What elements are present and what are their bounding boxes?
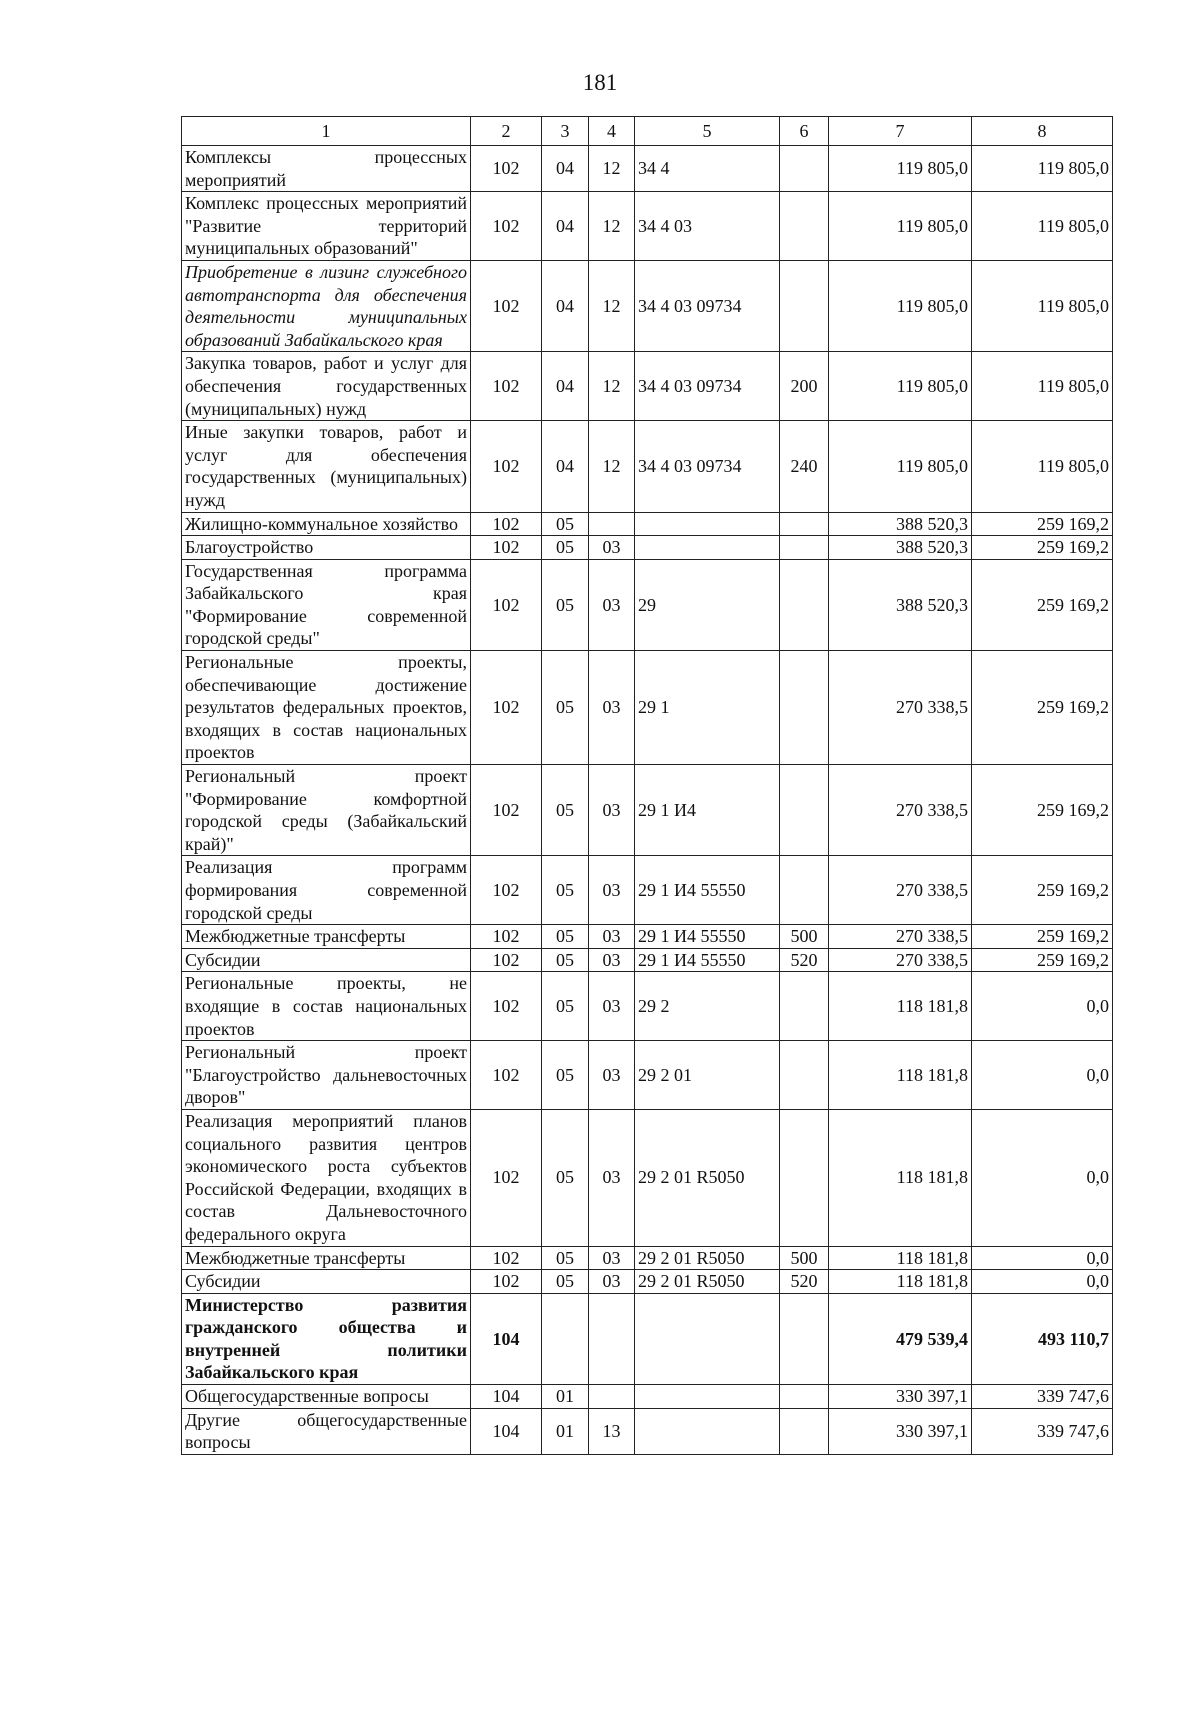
row-amount-col8-cell: 259 169,2 xyxy=(972,559,1113,650)
row-expense-type-cell xyxy=(780,1293,829,1384)
row-subsection-cell: 03 xyxy=(589,1270,635,1294)
row-name-cell: Межбюджетные трансферты xyxy=(182,925,471,949)
row-code-cell: 102 xyxy=(471,1109,542,1246)
row-code-cell: 102 xyxy=(471,260,542,351)
row-section-cell: 04 xyxy=(542,421,589,512)
row-expense-type-cell xyxy=(780,260,829,351)
row-expense-type-cell xyxy=(780,146,829,192)
row-section-cell: 05 xyxy=(542,1041,589,1110)
row-amount-col7-cell: 118 181,8 xyxy=(829,1041,972,1110)
row-section-cell: 05 xyxy=(542,559,589,650)
row-amount-col7-cell: 118 181,8 xyxy=(829,1270,972,1294)
row-amount-col7-cell: 270 338,5 xyxy=(829,856,972,925)
row-expense-type-cell: 240 xyxy=(780,421,829,512)
row-amount-col7-cell: 388 520,3 xyxy=(829,559,972,650)
row-name-cell: Приобретение в лизинг служебного автотранспорта для обеспечения деятельности муниципальных образований Забайкальского края xyxy=(182,260,471,351)
row-code-cell: 102 xyxy=(471,1246,542,1270)
row-amount-col8-cell: 259 169,2 xyxy=(972,948,1113,972)
row-target-article-cell: 29 1 И4 55550 xyxy=(635,856,780,925)
row-section-cell xyxy=(542,1293,589,1384)
table-row xyxy=(182,559,1113,650)
row-name-cell: Закупка товаров, работ и услуг для обеспечения государственных (муниципальных) нужд xyxy=(182,352,471,421)
row-amount-col7-cell: 270 338,5 xyxy=(829,948,972,972)
row-amount-col8-cell: 119 805,0 xyxy=(972,421,1113,512)
row-target-article-cell: 29 2 xyxy=(635,972,780,1041)
row-name-cell: Благоустройство xyxy=(182,536,471,560)
row-name-cell: Субсидии xyxy=(182,948,471,972)
row-expense-type-cell: 520 xyxy=(780,948,829,972)
row-name-cell: Другие общегосударственные вопросы xyxy=(182,1408,471,1454)
row-name-cell: Реализация программ формирования современной городской среды xyxy=(182,856,471,925)
row-amount-col8-cell: 0,0 xyxy=(972,1270,1113,1294)
row-amount-col7-cell: 119 805,0 xyxy=(829,421,972,512)
row-amount-col7-cell: 479 539,4 xyxy=(829,1293,972,1384)
row-section-cell: 01 xyxy=(542,1408,589,1454)
row-target-article-cell xyxy=(635,1408,780,1454)
row-name-cell: Реализация мероприятий планов социального развития центров экономического роста субъектов Российской Федерации, входящих в состав Дальневосточного федерального округа xyxy=(182,1109,471,1246)
row-expense-type-cell xyxy=(780,1109,829,1246)
row-amount-col8-cell: 259 169,2 xyxy=(972,651,1113,765)
row-amount-col7-cell: 119 805,0 xyxy=(829,146,972,192)
row-code-cell: 104 xyxy=(471,1408,542,1454)
row-section-cell: 05 xyxy=(542,1246,589,1270)
header-cell: 1 xyxy=(182,117,471,146)
row-subsection-cell: 03 xyxy=(589,972,635,1041)
row-target-article-cell: 34 4 03 09734 xyxy=(635,260,780,351)
row-target-article-cell: 29 1 xyxy=(635,651,780,765)
row-target-article-cell xyxy=(635,1293,780,1384)
row-code-cell: 102 xyxy=(471,856,542,925)
row-name-cell: Региональный проект "Формирование комфортной городской среды (Забайкальский край)" xyxy=(182,765,471,856)
row-subsection-cell: 12 xyxy=(589,352,635,421)
row-amount-col8-cell: 119 805,0 xyxy=(972,192,1113,261)
row-amount-col8-cell: 0,0 xyxy=(972,1109,1113,1246)
row-name-cell: Общегосударственные вопросы xyxy=(182,1385,471,1409)
row-target-article-cell: 29 2 01 R5050 xyxy=(635,1109,780,1246)
row-subsection-cell: 03 xyxy=(589,1041,635,1110)
row-expense-type-cell: 500 xyxy=(780,1246,829,1270)
row-subsection-cell xyxy=(589,1385,635,1409)
header-cell: 7 xyxy=(829,117,972,146)
row-code-cell: 102 xyxy=(471,352,542,421)
row-code-cell: 102 xyxy=(471,925,542,949)
row-code-cell: 102 xyxy=(471,512,542,536)
row-target-article-cell xyxy=(635,512,780,536)
header-cell: 3 xyxy=(542,117,589,146)
row-target-article-cell: 29 xyxy=(635,559,780,650)
row-amount-col8-cell: 119 805,0 xyxy=(972,146,1113,192)
row-section-cell: 05 xyxy=(542,536,589,560)
row-section-cell: 04 xyxy=(542,352,589,421)
row-amount-col8-cell: 339 747,6 xyxy=(972,1385,1113,1409)
row-code-cell: 102 xyxy=(471,1041,542,1110)
row-subsection-cell xyxy=(589,1293,635,1384)
table-header-row xyxy=(182,117,1113,146)
table-row xyxy=(182,421,1113,512)
row-amount-col8-cell: 259 169,2 xyxy=(972,765,1113,856)
row-expense-type-cell xyxy=(780,1385,829,1409)
row-amount-col7-cell: 270 338,5 xyxy=(829,765,972,856)
row-amount-col7-cell: 119 805,0 xyxy=(829,192,972,261)
row-expense-type-cell: 520 xyxy=(780,1270,829,1294)
row-target-article-cell: 34 4 03 09734 xyxy=(635,352,780,421)
row-subsection-cell: 12 xyxy=(589,146,635,192)
row-subsection-cell: 12 xyxy=(589,260,635,351)
row-subsection-cell: 03 xyxy=(589,651,635,765)
row-amount-col8-cell: 0,0 xyxy=(972,1246,1113,1270)
table-row xyxy=(182,352,1113,421)
table-row xyxy=(182,536,1113,560)
row-section-cell: 05 xyxy=(542,972,589,1041)
row-section-cell: 05 xyxy=(542,765,589,856)
row-section-cell: 05 xyxy=(542,1109,589,1246)
row-expense-type-cell xyxy=(780,559,829,650)
row-amount-col7-cell: 118 181,8 xyxy=(829,1109,972,1246)
row-code-cell: 104 xyxy=(471,1293,542,1384)
row-subsection-cell: 03 xyxy=(589,559,635,650)
row-name-cell: Региональный проект "Благоустройство дальневосточных дворов" xyxy=(182,1041,471,1110)
row-target-article-cell xyxy=(635,1385,780,1409)
row-subsection-cell: 03 xyxy=(589,1246,635,1270)
row-expense-type-cell xyxy=(780,972,829,1041)
table-row xyxy=(182,260,1113,351)
row-expense-type-cell xyxy=(780,765,829,856)
row-section-cell: 05 xyxy=(542,856,589,925)
row-expense-type-cell xyxy=(780,192,829,261)
row-name-cell: Региональные проекты, не входящие в состав национальных проектов xyxy=(182,972,471,1041)
table-row xyxy=(182,765,1113,856)
row-code-cell: 102 xyxy=(471,146,542,192)
row-amount-col7-cell: 270 338,5 xyxy=(829,925,972,949)
row-amount-col8-cell: 119 805,0 xyxy=(972,352,1113,421)
row-subsection-cell: 03 xyxy=(589,1109,635,1246)
table-row xyxy=(182,651,1113,765)
row-code-cell: 102 xyxy=(471,1270,542,1294)
row-code-cell: 102 xyxy=(471,536,542,560)
row-amount-col7-cell: 388 520,3 xyxy=(829,512,972,536)
row-name-cell: Комплекс процессных мероприятий "Развитие территорий муниципальных образований" xyxy=(182,192,471,261)
table-row xyxy=(182,948,1113,972)
row-expense-type-cell xyxy=(780,651,829,765)
row-name-cell: Региональные проекты, обеспечивающие достижение результатов федеральных проектов, входящих в состав национальных проектов xyxy=(182,651,471,765)
row-subsection-cell xyxy=(589,512,635,536)
table-row xyxy=(182,512,1113,536)
row-code-cell: 102 xyxy=(471,948,542,972)
header-cell: 6 xyxy=(780,117,829,146)
row-target-article-cell: 29 2 01 xyxy=(635,1041,780,1110)
row-expense-type-cell xyxy=(780,536,829,560)
row-section-cell: 01 xyxy=(542,1385,589,1409)
row-code-cell: 102 xyxy=(471,972,542,1041)
row-subsection-cell: 03 xyxy=(589,948,635,972)
row-name-cell: Жилищно-коммунальное хозяйство xyxy=(182,512,471,536)
row-amount-col8-cell: 0,0 xyxy=(972,972,1113,1041)
row-name-cell: Субсидии xyxy=(182,1270,471,1294)
row-amount-col7-cell: 119 805,0 xyxy=(829,260,972,351)
row-section-cell: 05 xyxy=(542,512,589,536)
row-section-cell: 05 xyxy=(542,948,589,972)
row-code-cell: 102 xyxy=(471,765,542,856)
row-amount-col8-cell: 259 169,2 xyxy=(972,925,1113,949)
row-section-cell: 05 xyxy=(542,1270,589,1294)
row-amount-col8-cell: 493 110,7 xyxy=(972,1293,1113,1384)
row-amount-col7-cell: 119 805,0 xyxy=(829,352,972,421)
row-expense-type-cell xyxy=(780,1041,829,1110)
table-row xyxy=(182,1109,1113,1246)
table-row xyxy=(182,192,1113,261)
row-subsection-cell: 03 xyxy=(589,925,635,949)
row-name-cell: Межбюджетные трансферты xyxy=(182,1246,471,1270)
header-cell: 4 xyxy=(589,117,635,146)
row-expense-type-cell: 200 xyxy=(780,352,829,421)
header-cell: 8 xyxy=(972,117,1113,146)
header-cell: 5 xyxy=(635,117,780,146)
row-amount-col8-cell: 119 805,0 xyxy=(972,260,1113,351)
row-target-article-cell: 29 1 И4 xyxy=(635,765,780,856)
row-amount-col7-cell: 270 338,5 xyxy=(829,651,972,765)
row-section-cell: 04 xyxy=(542,192,589,261)
row-amount-col7-cell: 330 397,1 xyxy=(829,1408,972,1454)
row-amount-col8-cell: 0,0 xyxy=(972,1041,1113,1110)
row-expense-type-cell: 500 xyxy=(780,925,829,949)
row-expense-type-cell xyxy=(780,512,829,536)
table-row xyxy=(182,1385,1113,1409)
table-row xyxy=(182,925,1113,949)
row-amount-col8-cell: 259 169,2 xyxy=(972,512,1113,536)
row-subsection-cell: 03 xyxy=(589,765,635,856)
table-row xyxy=(182,1408,1113,1454)
row-amount-col7-cell: 118 181,8 xyxy=(829,972,972,1041)
row-amount-col8-cell: 339 747,6 xyxy=(972,1408,1113,1454)
row-code-cell: 102 xyxy=(471,192,542,261)
row-amount-col7-cell: 118 181,8 xyxy=(829,1246,972,1270)
row-amount-col8-cell: 259 169,2 xyxy=(972,536,1113,560)
row-target-article-cell: 34 4 03 09734 xyxy=(635,421,780,512)
row-code-cell: 102 xyxy=(471,651,542,765)
row-name-cell: Комплексы процессных мероприятий xyxy=(182,146,471,192)
row-code-cell: 102 xyxy=(471,421,542,512)
row-expense-type-cell xyxy=(780,1408,829,1454)
row-code-cell: 102 xyxy=(471,559,542,650)
row-amount-col8-cell: 259 169,2 xyxy=(972,856,1113,925)
row-target-article-cell xyxy=(635,536,780,560)
table-row xyxy=(182,972,1113,1041)
row-code-cell: 104 xyxy=(471,1385,542,1409)
table-row xyxy=(182,1270,1113,1294)
row-name-cell: Министерство развития гражданского общества и внутренней политики Забайкальского края xyxy=(182,1293,471,1384)
row-target-article-cell: 34 4 xyxy=(635,146,780,192)
table-row xyxy=(182,1293,1113,1384)
table-row xyxy=(182,856,1113,925)
row-name-cell: Государственная программа Забайкальского края "Формирование современной городской среды" xyxy=(182,559,471,650)
row-subsection-cell: 13 xyxy=(589,1408,635,1454)
row-target-article-cell: 29 2 01 R5050 xyxy=(635,1270,780,1294)
row-amount-col7-cell: 330 397,1 xyxy=(829,1385,972,1409)
page-number: 181 xyxy=(582,70,618,95)
row-subsection-cell: 03 xyxy=(589,536,635,560)
row-section-cell: 04 xyxy=(542,146,589,192)
row-name-cell: Иные закупки товаров, работ и услуг для обеспечения государственных (муниципальных) нужд xyxy=(182,421,471,512)
row-section-cell: 05 xyxy=(542,651,589,765)
row-subsection-cell: 03 xyxy=(589,856,635,925)
row-section-cell: 05 xyxy=(542,925,589,949)
row-section-cell: 04 xyxy=(542,260,589,351)
row-target-article-cell: 34 4 03 xyxy=(635,192,780,261)
row-target-article-cell: 29 1 И4 55550 xyxy=(635,925,780,949)
budget-table xyxy=(181,116,1113,1455)
row-target-article-cell: 29 2 01 R5050 xyxy=(635,1246,780,1270)
row-subsection-cell: 12 xyxy=(589,421,635,512)
row-amount-col7-cell: 388 520,3 xyxy=(829,536,972,560)
header-cell: 2 xyxy=(471,117,542,146)
row-subsection-cell: 12 xyxy=(589,192,635,261)
table-row xyxy=(182,146,1113,192)
row-target-article-cell: 29 1 И4 55550 xyxy=(635,948,780,972)
row-expense-type-cell xyxy=(780,856,829,925)
table-body xyxy=(182,146,1113,1455)
table-row xyxy=(182,1041,1113,1110)
table-row xyxy=(182,1246,1113,1270)
